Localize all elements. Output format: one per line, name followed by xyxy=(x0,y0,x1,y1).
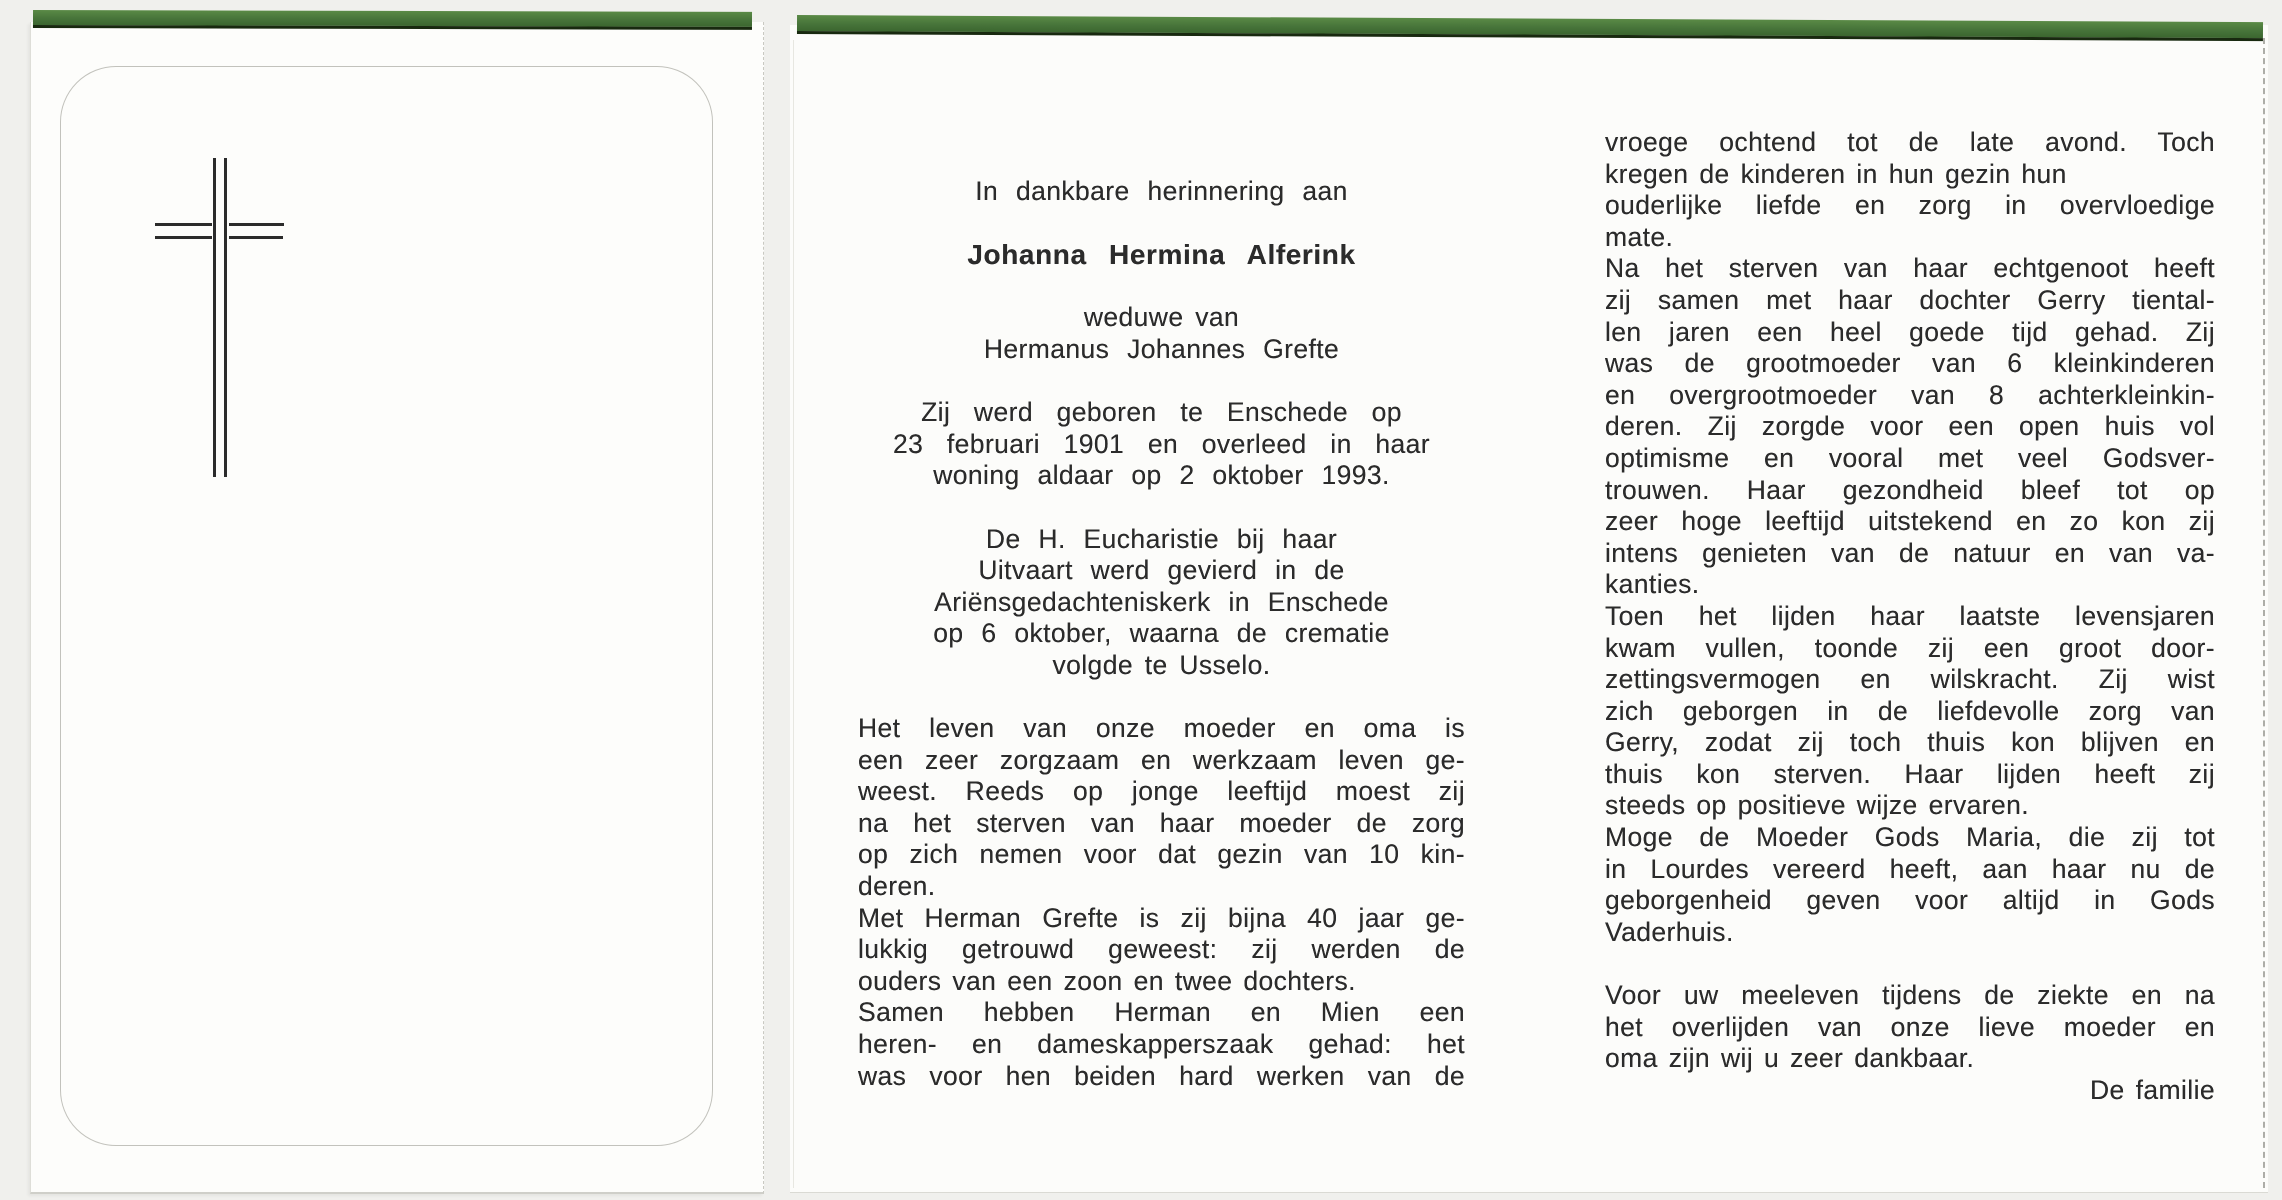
text-line: was voor hen beiden hard werken van de xyxy=(858,1060,1465,1091)
text-line: het overlijden van onze lieve moeder en xyxy=(1605,1011,2215,1042)
cross-horizontal-line-bottom-right xyxy=(229,236,283,239)
text-line: Gerry, zodat zij toch thuis kon blijven en xyxy=(1605,727,2215,758)
text-line: trouwen. Haar gezondheid bleef tot op xyxy=(1605,474,2215,505)
text-line: intens genieten van de natuur en van va- xyxy=(1605,537,2215,568)
text-line: volgde te Usselo. xyxy=(1052,649,1271,680)
blank-line xyxy=(858,682,1465,714)
cross-horizontal-line-top-right xyxy=(229,223,284,226)
text-line: Johanna Hermina Alferink xyxy=(967,239,1356,271)
life-story-text-column xyxy=(1605,127,2215,1106)
text-line: Zij werd geboren te Enschede op xyxy=(921,397,1402,428)
text-line: vroege ochtend tot de late avond. Toch xyxy=(1605,127,2215,157)
text-line: len jaren een heel goede tijd gehad. Zij xyxy=(1605,316,2215,347)
page-right-edge-dashes xyxy=(2263,38,2265,1188)
text-line: Met Herman Grefte is zij bijna 40 jaar ge- xyxy=(858,902,1465,933)
blank-line xyxy=(858,492,1465,524)
text-line: zettingsvermogen en wilskracht. Zij wist xyxy=(1605,664,2215,695)
text-line: mate. xyxy=(1605,221,1674,252)
text-line: De H. Eucharistie bij haar xyxy=(985,523,1338,554)
decorative-rounded-border xyxy=(60,66,713,1146)
text-line: deren. Zij zorgde voor een open huis vol xyxy=(1605,411,2215,442)
text-line: zich geborgen in de liefdevolle zorg van xyxy=(1605,695,2215,726)
text-line: De familie xyxy=(2090,1074,2215,1105)
text-line: een zeer zorgzaam en werkzaam leven ge- xyxy=(858,744,1465,775)
text-line: ouders van een zoon en twee dochters. xyxy=(858,965,1356,996)
text-line: Toen het lijden haar laatste levensjaren xyxy=(1605,600,2215,631)
text-line: In dankbare herinnering aan xyxy=(975,176,1348,206)
text-line: Ariënsgedachteniskerk in Enschede xyxy=(934,586,1389,617)
text-line: in Lourdes vereerd heeft, aan haar nu de xyxy=(1605,853,2215,884)
text-line: thuis kon sterven. Haar lijden heeft zij xyxy=(1605,758,2215,789)
text-line: Samen hebben Herman en Mien een xyxy=(858,997,1465,1028)
text-line: steeds op positieve wijze ervaren. xyxy=(1605,790,2030,821)
text-line: heren- en dameskapperszaak gehad: het xyxy=(858,1029,1465,1060)
text-line: lukkig getrouwd geweest: zij werden de xyxy=(858,934,1465,965)
text-line: zeer hoge leeftijd uitstekend en zo kon zij xyxy=(1605,506,2215,537)
memorial-text-column xyxy=(858,176,1465,1092)
blank-line xyxy=(1605,948,2215,980)
text-line: woning aldaar op 2 oktober 1993. xyxy=(933,460,1390,491)
text-line: Het leven van onze moeder en oma is xyxy=(858,713,1465,744)
text-line: kanties. xyxy=(1605,569,1700,600)
blank-line xyxy=(858,366,1465,398)
text-line: deren. xyxy=(858,871,936,902)
blank-line xyxy=(858,208,1465,240)
text-line: en overgrootmoeder van 8 achterkleinkin- xyxy=(1605,379,2215,410)
text-line: weest. Reeds op jonge leeftijd moest zij xyxy=(858,776,1465,807)
text-line: op 6 oktober, waarna de crematie xyxy=(933,618,1390,649)
text-line: optimisme en vooral met veel Godsver- xyxy=(1605,442,2215,473)
page-fold-edge xyxy=(793,40,794,1188)
text-line: kregen de kinderen in hun gezin hun xyxy=(1605,158,2067,189)
text-line: zij samen met haar dochter Gerry tiental- xyxy=(1605,284,2215,315)
cross-vertical-line-right xyxy=(224,158,227,477)
text-line: Hermanus Johannes Grefte xyxy=(983,333,1340,364)
cross-vertical-line-left xyxy=(213,158,216,477)
text-line: Vaderhuis. xyxy=(1605,916,1734,947)
text-line: na het sterven van haar moeder de zorg xyxy=(858,807,1465,838)
text-line: kwam vullen, toonde zij een groot door- xyxy=(1605,632,2215,663)
green-top-edge-left-card xyxy=(33,10,752,30)
text-line: oma zijn wij u zeer dankbaar. xyxy=(1605,1043,1975,1074)
text-line: Uitvaart werd gevierd in de xyxy=(978,555,1345,586)
text-line: weduwe van xyxy=(1083,302,1240,333)
text-line: was de grootmoeder van 6 kleinkinderen xyxy=(1605,348,2215,379)
blank-line xyxy=(858,271,1465,303)
text-line: Na het sterven van haar echtgenoot heeft xyxy=(1605,253,2215,284)
front-cover-card xyxy=(30,22,764,1194)
text-line: 23 februari 1901 en overleed in haar xyxy=(892,428,1431,459)
text-line: ouderlijke liefde en zorg in overvloedige xyxy=(1605,190,2215,221)
cross-horizontal-line-top-left xyxy=(155,223,212,226)
text-line: geborgenheid geven voor altijd in Gods xyxy=(1605,885,2215,916)
text-line: Voor uw meeleven tijdens de ziekte en na xyxy=(1605,980,2215,1011)
text-line: op zich nemen voor dat gezin van 10 kin- xyxy=(858,839,1465,870)
text-line: Moge de Moeder Gods Maria, die zij tot xyxy=(1605,822,2215,853)
cross-horizontal-line-bottom-left xyxy=(155,236,212,239)
